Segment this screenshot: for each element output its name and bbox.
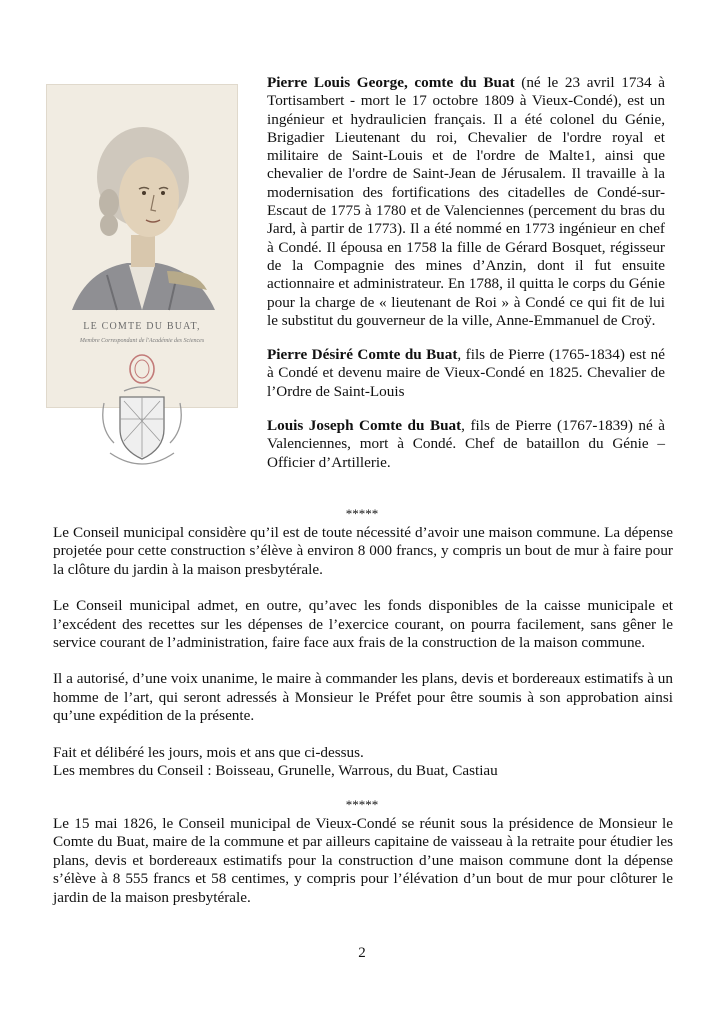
bio-text-2: , fils de Pierre (1765-1834) est né à Condé et devenu maire de Vieux-Condé en 1825. Chevalier de l’Ordre de Saint-Louis xyxy=(267,346,666,400)
page-number: 2 xyxy=(358,945,366,961)
bio-name-3: Louis Joseph Comte du Buat xyxy=(267,417,462,435)
bio-paragraph-3 xyxy=(267,417,665,472)
separator-1: ***** xyxy=(345,506,379,521)
bio-name-2: Pierre Désiré Comte du Buat xyxy=(267,346,458,364)
bio-name-1: Pierre Louis George, comte du Buat xyxy=(267,74,515,91)
portrait-engraving xyxy=(46,84,238,408)
bio-paragraph-2 xyxy=(267,346,665,401)
bio-paragraph-1 xyxy=(267,74,665,330)
separator-2: ***** xyxy=(345,797,379,812)
deliberation-paragraph-3: Il a autorisé, d’une voix unanime, le maire à commander les plans, devis et bordereaux estimatifs à un homme de l’art, qui seront adressés à Monsieur le Préfet pour être soumis à son approbation ainsi qu’une expédition de la présente. xyxy=(53,670,673,725)
coat-of-arms-icon xyxy=(94,383,190,475)
meeting-section xyxy=(53,815,673,925)
deliberation-paragraph-2: Le Conseil municipal admet, en outre, qu’avec les fonds disponibles de la caisse municipale et l’excédent des recettes sur les dépenses de l’exercice courant, on pourra facilement, sans gêner le service courant de l’administration, faire face aux frais de la construction de la maison commune. xyxy=(53,597,673,652)
meeting-paragraph: Le 15 mai 1826, le Conseil municipal de Vieux-Condé se réunit sous la présidence de Monsieur le Comte du Buat, maire de la commune et par ailleurs capitaine de vaisseau à la retraite pour étudier les plans, devis et bordereaux estimatifs pour la construction d’une maison commune dont la dépense s’élève à 8 555 francs et 58 centimes, y compris pour l’élévation d’un bout de mur pour clôturer le jardin de la maison presbytérale. xyxy=(53,815,673,906)
closing-paragraph xyxy=(53,744,673,781)
deliberation-paragraph-1: Le Conseil municipal considère qu’il est de toute nécessité d’avoir une maison commune. La dépense projetée pour cette construction s’élève à environ 8 000 francs, y compris un bout de mur à faire pour la clôture du jardin à la maison presbytérale. xyxy=(53,524,673,578)
bio-text-3: , fils de Pierre (1767-1839) né à Valenciennes, mort à Condé. Chef de bataillon du Génie – Officier d’Artillerie. xyxy=(267,417,665,471)
bio-text-1: (né le 23 avril 1734 à Tortisambert - mort le 17 octobre 1809 à Vieux-Condé), est un ingénieur et hydraulicien français. Il a été colonel du Génie, Brigadier Lieutenant du roi, Chevalier de l'ordre royal et militaire de Saint-Louis et de l'ordre de Malte1, ainsi que chevalier de l'ordre de Saint-Jean de Jérusalem. Il travaille à la modernisation des fortifications des citadelles de Condé-sur-Escaut de 1775 à 1780 et de Valenciennes (percement du bras du Jard, à partir de 1773). Il a été nommé en 1773 ingénieur en chef à Condé. Il épousa en 1758 la fille de Gérard Bosquet, régisseur de la Compagnie des mines d’Anzin, dont il fut ensuite actionnaire et administrateur. En 1788, il quitta le corps du Génie pour la charge de « lieutenant de Roi » à Condé ce qui fit de lui le substitut du gouverneur de la ville, Anne-Emmanuel de Croÿ. xyxy=(267,74,665,329)
portrait-caption-1: LE COMTE DU BUAT, xyxy=(83,321,201,332)
portrait-caption-2: Membre Correspondant de l'Académie des Sciences xyxy=(79,338,205,344)
biography-section xyxy=(267,74,665,488)
portrait-image xyxy=(47,85,237,407)
closing-line-1: Fait et délibéré les jours, mois et ans que ci-dessus. xyxy=(53,743,364,761)
deliberation-section xyxy=(53,524,673,798)
council-members: Les membres du Conseil : Boisseau, Grunelle, Warrous, du Buat, Castiau xyxy=(53,762,498,780)
